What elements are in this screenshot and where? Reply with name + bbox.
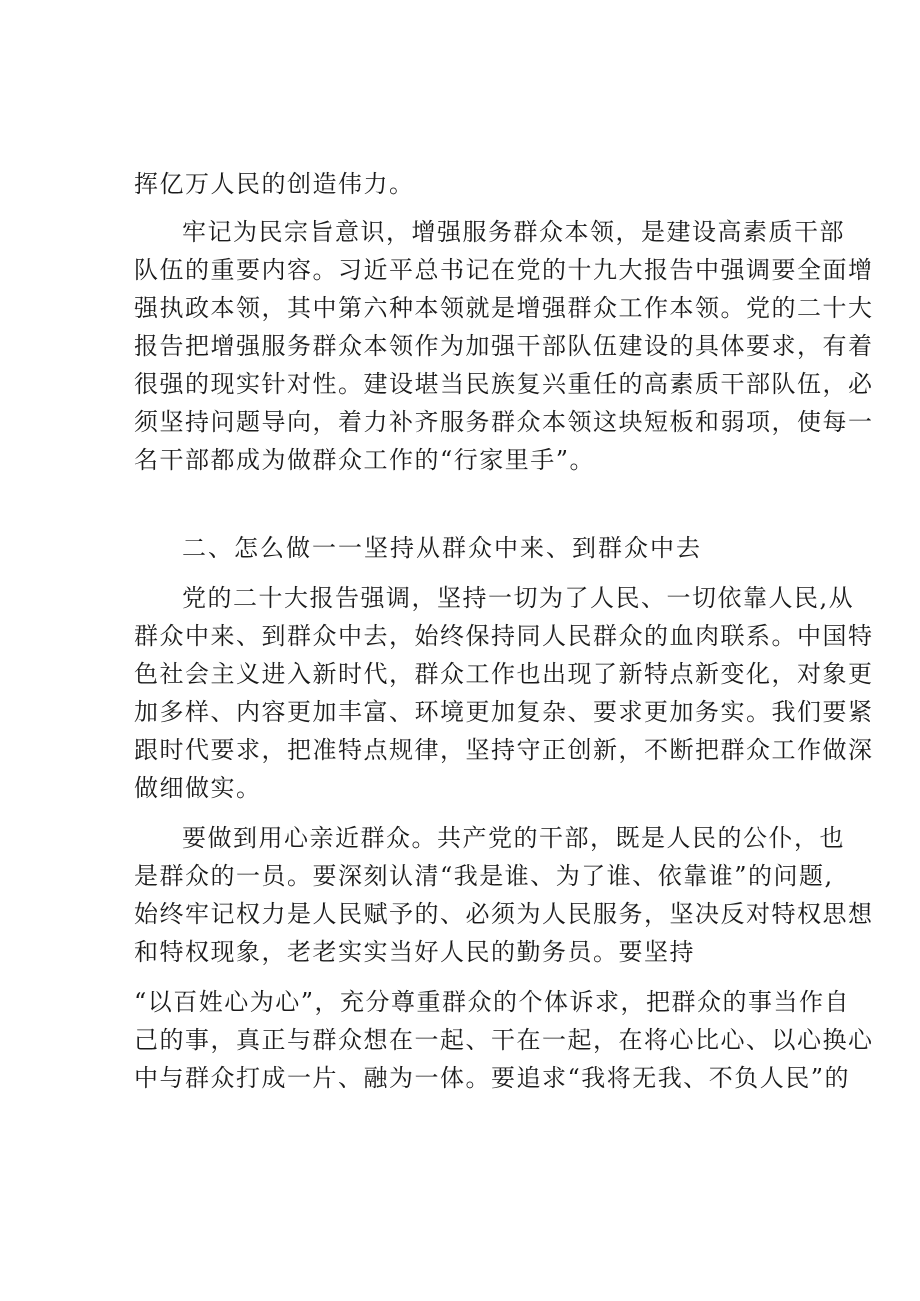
paragraph-2-line: 群众中来、到群众中去，始终保持同人民群众的血肉联系。中国特 xyxy=(134,622,874,650)
paragraph-3-line: 和特权现象，老老实实当好人民的勤务员。要坚持 xyxy=(134,938,695,966)
paragraph-4-line: 中与群众打成一片、融为一体。要追求“我将无我、不负人民”的 xyxy=(134,1064,851,1092)
paragraph-3-line: 是群众的一员。要深刻认清“我是谁、为了谁、依靠谁”的问题, xyxy=(134,862,834,890)
paragraph-2-line: 跟时代要求，把准特点规律，坚持守正创新，不断把群众工作做深 xyxy=(134,736,874,764)
paragraph-1-line: 报告把增强服务群众本领作为加强干部队伍建设的具体要求，有着 xyxy=(134,332,874,360)
paragraph-2-line: 加多样、内容更加丰富、环境更加复杂、要求更加务实。我们要紧 xyxy=(134,698,874,726)
paragraph-1-line: 名干部都成为做群众工作的“行家里手”。 xyxy=(134,446,596,474)
paragraph-3-line: 要做到用心亲近群众。共产党的干部，既是人民的公仆，也 xyxy=(182,824,845,852)
paragraph-1-line: 强执政本领，其中第六种本领就是增强群众工作本领。党的二十大 xyxy=(134,294,874,322)
paragraph-1-line: 牢记为民宗旨意识，增强服务群众本领，是建设高素质干部 xyxy=(182,218,845,246)
paragraph-2-line: 做细做实。 xyxy=(134,774,262,802)
paragraph-2-line: 色社会主义进入新时代，群众工作也出现了新特点新变化，对象更 xyxy=(134,660,874,688)
paragraph-1-line: 须坚持问题导向，着力补齐服务群众本领这块短板和弱项，使每一 xyxy=(134,408,874,436)
paragraph-1-line: 很强的现实针对性。建设堪当民族复兴重任的高素质干部队伍，必 xyxy=(134,370,874,398)
paragraph-continued-line: 挥亿万人民的创造伟力。 xyxy=(134,170,415,198)
paragraph-1-line: 队伍的重要内容。习近平总书记在党的十九大报告中强调要全面增 xyxy=(134,256,874,284)
section-heading: 二、怎么做一一坚持从群众中来、到群众中去 xyxy=(182,534,702,562)
paragraph-4-line: 己的事，真正与群众想在一起、干在一起，在将心比心、以心换心 xyxy=(134,1026,874,1054)
paragraph-2-line: 党的二十大报告强调，坚持一切为了人民、一切依靠人民,从 xyxy=(182,584,855,612)
paragraph-3-line: 始终牢记权力是人民赋予的、必须为人民服务，坚决反对特权思想 xyxy=(134,900,874,928)
paragraph-4-line: “以百姓心为心”，充分尊重群众的个体诉求，把群众的事当作自 xyxy=(134,988,851,1016)
